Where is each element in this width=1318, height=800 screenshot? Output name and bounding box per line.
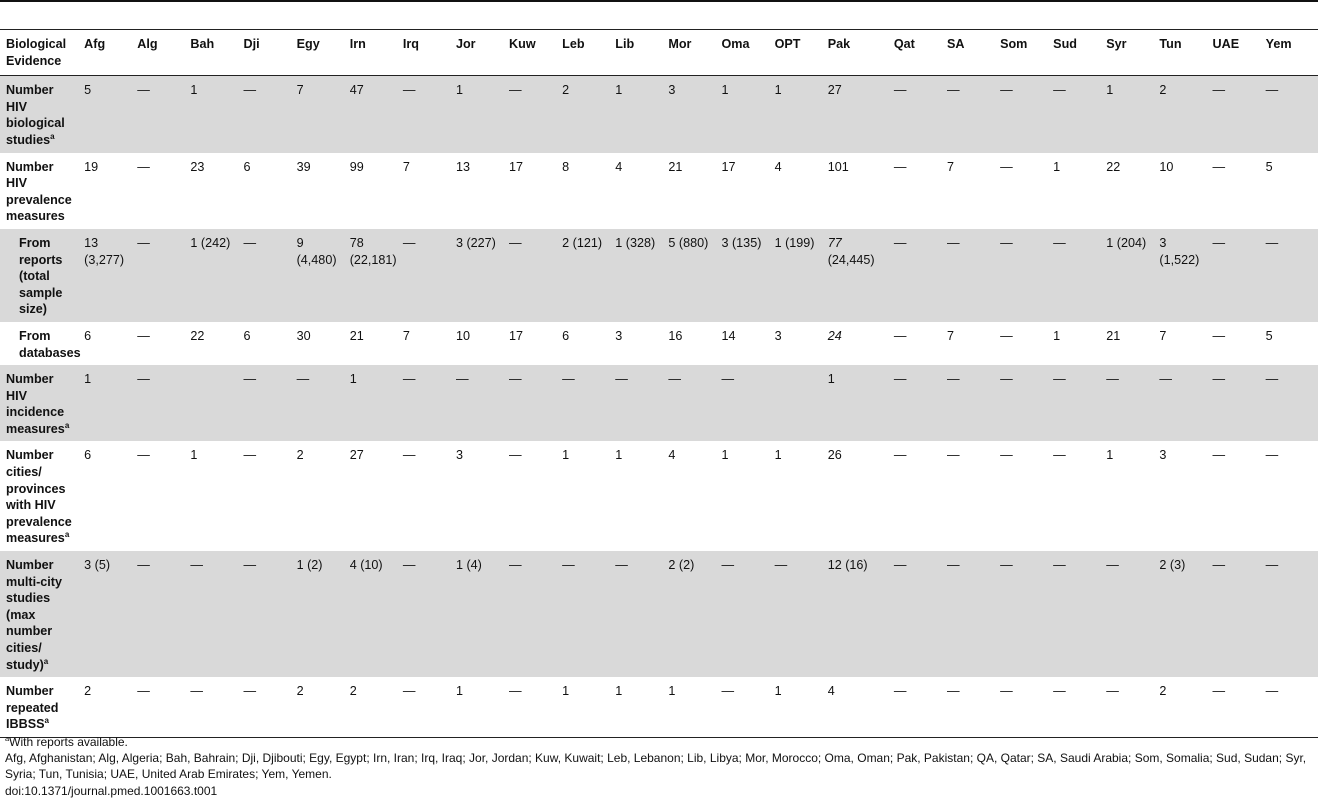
table-cell: 4 bbox=[615, 159, 623, 174]
table-cell: 3 (1,522) bbox=[1153, 229, 1206, 322]
table-cell: 5 bbox=[1265, 159, 1273, 174]
table-cell: 1 bbox=[822, 365, 888, 441]
table-cell: — bbox=[893, 159, 907, 174]
table-cell: — bbox=[994, 551, 1047, 677]
table-cell: 1 (242) bbox=[184, 229, 237, 322]
column-header: Dji bbox=[238, 30, 291, 76]
table-cell: 2 bbox=[296, 448, 304, 463]
table-cell: — bbox=[994, 677, 1047, 737]
column-header: Yem bbox=[1260, 30, 1318, 76]
table-cell: — bbox=[1260, 365, 1318, 441]
column-header: Leb bbox=[556, 30, 609, 76]
table-cell: — bbox=[238, 365, 291, 441]
row-label-text: Number HIV biological studies bbox=[6, 83, 65, 147]
table-cell: — bbox=[402, 448, 416, 463]
table-cell: 1 (328) bbox=[609, 229, 662, 322]
row-label-text: Number HIV incidence measures bbox=[6, 372, 65, 436]
table-cell: — bbox=[609, 551, 662, 677]
table-row bbox=[0, 322, 1318, 365]
table-cell: 39 bbox=[296, 159, 311, 174]
table-cell: — bbox=[1265, 448, 1279, 463]
table-cell: 9 (4,480) bbox=[291, 229, 344, 322]
table-cell: 23 bbox=[190, 159, 205, 174]
table-cell: — bbox=[1100, 365, 1153, 441]
table-cell: — bbox=[946, 448, 960, 463]
table-cell: 7 bbox=[1159, 328, 1167, 343]
column-header: Alg bbox=[131, 30, 184, 76]
table-cell: — bbox=[1212, 448, 1226, 463]
column-header: Irq bbox=[397, 30, 450, 76]
table-cell: 24 bbox=[827, 328, 842, 343]
table-cell: — bbox=[131, 229, 184, 322]
table-cell: — bbox=[1207, 76, 1260, 153]
table-cell: — bbox=[1047, 229, 1100, 322]
table-cell: — bbox=[397, 551, 450, 677]
table-cell: — bbox=[503, 229, 556, 322]
table-cell: 78 (22,181) bbox=[344, 229, 397, 322]
table-cell: — bbox=[1207, 551, 1260, 677]
row-label-text: From databases bbox=[19, 328, 81, 360]
table-cell: 2 (121) bbox=[556, 229, 609, 322]
table-cell: 6 bbox=[243, 159, 251, 174]
table-cell: 101 bbox=[827, 159, 849, 174]
table-cell: 13 (3,277) bbox=[78, 229, 131, 322]
table-cell: — bbox=[131, 551, 184, 677]
table-cell: 7 bbox=[291, 76, 344, 153]
table-cell: 1 bbox=[609, 76, 662, 153]
table-cell bbox=[184, 365, 237, 441]
table-cell: — bbox=[893, 328, 907, 343]
table-cell: 2 bbox=[556, 76, 609, 153]
table-cell: 6 bbox=[562, 328, 570, 343]
row-label-text: Number HIV prevalence measures bbox=[6, 159, 72, 224]
table-cell: 19 bbox=[84, 159, 99, 174]
table-cell: 1 bbox=[190, 448, 198, 463]
row-label bbox=[0, 153, 78, 229]
table-cell: 13 bbox=[455, 159, 470, 174]
table-cell: — bbox=[1100, 677, 1153, 737]
table-cell: — bbox=[1260, 229, 1318, 322]
row-label-text: Number cities/ provinces with HIV prevalence measures bbox=[6, 448, 72, 546]
table-cell: 1 bbox=[78, 365, 131, 441]
table-cell: 1 bbox=[184, 76, 237, 153]
table-cell: 21 bbox=[349, 328, 364, 343]
table-cell: — bbox=[1047, 365, 1100, 441]
table-cell: — bbox=[137, 159, 150, 174]
table-cell: — bbox=[888, 677, 941, 737]
column-header: Kuw bbox=[503, 30, 556, 76]
table-cell: — bbox=[941, 677, 994, 737]
table-cell: — bbox=[243, 448, 257, 463]
table-cell: 4 bbox=[774, 159, 782, 174]
row-label bbox=[0, 441, 78, 551]
table-cell: 17 bbox=[509, 159, 524, 174]
table-row bbox=[0, 551, 1318, 677]
table-cell: 17 bbox=[721, 159, 736, 174]
table-cell: — bbox=[137, 448, 150, 463]
table-cell: 30 bbox=[296, 328, 311, 343]
table-cell: — bbox=[397, 365, 450, 441]
table-cell: 7 bbox=[946, 159, 954, 174]
table-cell: 2 bbox=[1153, 677, 1206, 737]
column-header: Som bbox=[994, 30, 1047, 76]
column-header: Tun bbox=[1153, 30, 1206, 76]
row-label-text: Number multi-city studies (max number cities/ study) bbox=[6, 558, 62, 672]
table-cell: 21 bbox=[668, 159, 683, 174]
table-cell: 1 bbox=[715, 76, 768, 153]
row-label bbox=[0, 322, 81, 365]
table-cell: 4 bbox=[668, 448, 676, 463]
table-row bbox=[0, 76, 1318, 153]
column-header: OPT bbox=[769, 30, 822, 76]
table-cell: — bbox=[238, 76, 291, 153]
column-header: Syr bbox=[1100, 30, 1153, 76]
row-label bbox=[0, 551, 78, 677]
table-cell: — bbox=[1100, 551, 1153, 677]
table-cell: — bbox=[941, 551, 994, 677]
table-cell: 6 bbox=[84, 328, 92, 343]
table-cell: — bbox=[888, 76, 941, 153]
table-cell: 7 bbox=[946, 328, 954, 343]
table-cell: 2 bbox=[291, 677, 344, 737]
table-cell: 6 bbox=[84, 448, 92, 463]
column-header: Lib bbox=[609, 30, 662, 76]
column-header: Oma bbox=[715, 30, 768, 76]
column-header: Bah bbox=[184, 30, 237, 76]
table-cell: 5 (880) bbox=[662, 229, 715, 322]
table-cell: — bbox=[509, 448, 522, 463]
row-label-text: Number repeated IBBSS bbox=[6, 684, 59, 732]
column-header: Egy bbox=[291, 30, 344, 76]
table-cell: 26 bbox=[827, 448, 842, 463]
column-header: Irn bbox=[344, 30, 397, 76]
table-cell: — bbox=[1000, 159, 1013, 174]
table-cell: 1 bbox=[721, 448, 729, 463]
table-cell: 77 (24,445) bbox=[822, 229, 888, 322]
table-cell: 10 bbox=[1159, 159, 1174, 174]
table-cell: — bbox=[184, 551, 237, 677]
table-cell: — bbox=[941, 229, 994, 322]
table-cell: 12 (16) bbox=[822, 551, 888, 677]
row-label bbox=[0, 365, 78, 441]
table-cell: 27 bbox=[822, 76, 888, 153]
table-cell: 1 (199) bbox=[769, 229, 822, 322]
table-row bbox=[0, 677, 1318, 737]
table-cell bbox=[769, 365, 822, 441]
table-cell: — bbox=[556, 365, 609, 441]
table-cell: — bbox=[397, 76, 450, 153]
column-header: Qat bbox=[888, 30, 941, 76]
table-cell: 47 bbox=[344, 76, 397, 153]
column-header: Afg bbox=[78, 30, 131, 76]
table-cell: 1 bbox=[562, 448, 570, 463]
table-cell: — bbox=[1260, 677, 1318, 737]
table-cell: 3 bbox=[1159, 448, 1167, 463]
table-cell: 14 bbox=[721, 328, 736, 343]
table-cell: — bbox=[1047, 76, 1100, 153]
table-cell: — bbox=[662, 365, 715, 441]
table-cell: 3 (135) bbox=[715, 229, 768, 322]
table-cell: — bbox=[503, 551, 556, 677]
table-cell: 99 bbox=[349, 159, 364, 174]
table-row bbox=[0, 441, 1318, 551]
table-row bbox=[0, 229, 1318, 322]
footnote-text: With reports available. bbox=[9, 735, 128, 749]
column-header: Pak bbox=[822, 30, 888, 76]
table-cell: — bbox=[1260, 76, 1318, 153]
table-cell: 1 bbox=[769, 677, 822, 737]
row-label bbox=[0, 677, 78, 737]
table-cell: 1 bbox=[615, 448, 623, 463]
table-cell: 1 bbox=[662, 677, 715, 737]
table-cell: 2 bbox=[344, 677, 397, 737]
row-label-footnote-mark: a bbox=[44, 716, 49, 726]
column-header: Jor bbox=[450, 30, 503, 76]
table-cell: — bbox=[994, 229, 1047, 322]
abbreviations-note: Afg, Afghanistan; Alg, Algeria; Bah, Bahrain; Dji, Djibouti; Egy, Egypt; Irn, Iran; Irq, Iraq; Jor, Jordan; Kuw, Kuwait; Leb, Lebanon; Lib, Libya; Mor, Morocco; Oma, Oman; Pak, Pakistan; QA, Qatar; SA, Saudi Arabia; Som, Somalia; Sud, Sudan; Syr, Syria; Tun, Tunisia; UAE, United Arab Emirates; Yem, Yemen. bbox=[5, 751, 1307, 782]
table-cell: 5 bbox=[1265, 328, 1273, 343]
table-cell: — bbox=[1207, 365, 1260, 441]
table-cell: 8 bbox=[562, 159, 570, 174]
table-cell: 3 (5) bbox=[78, 551, 131, 677]
table-cell: 22 bbox=[1106, 159, 1121, 174]
table-cell: — bbox=[556, 551, 609, 677]
table-cell: 3 bbox=[455, 448, 463, 463]
table-cell: — bbox=[397, 229, 450, 322]
table-cell: — bbox=[1212, 159, 1226, 174]
table-cell: — bbox=[1207, 229, 1260, 322]
table-cell: — bbox=[238, 551, 291, 677]
table-cell: 1 bbox=[1100, 76, 1153, 153]
table-cell: — bbox=[609, 365, 662, 441]
table-cell: 2 bbox=[1153, 76, 1206, 153]
top-rule bbox=[0, 0, 1318, 2]
table-cell: — bbox=[131, 677, 184, 737]
table-cell: — bbox=[131, 365, 184, 441]
table-row bbox=[0, 365, 1318, 441]
table-container bbox=[0, 29, 1318, 738]
table-cell: 1 bbox=[556, 677, 609, 737]
table-cell: 7 bbox=[402, 328, 410, 343]
table-cell: — bbox=[503, 365, 556, 441]
table-cell: 16 bbox=[668, 328, 683, 343]
table-cell: — bbox=[941, 76, 994, 153]
column-header: SA bbox=[941, 30, 994, 76]
table-cell: — bbox=[1260, 551, 1318, 677]
table-cell: — bbox=[238, 677, 291, 737]
table-cell: 2 (2) bbox=[662, 551, 715, 677]
table-cell: — bbox=[238, 229, 291, 322]
table-cell: — bbox=[715, 551, 768, 677]
table-cell: 10 bbox=[455, 328, 470, 343]
table-cell: — bbox=[137, 328, 150, 343]
table-cell: 4 bbox=[822, 677, 888, 737]
table-cell: 6 bbox=[243, 328, 251, 343]
table-cell: — bbox=[715, 677, 768, 737]
table-cell: 1 bbox=[1053, 328, 1061, 343]
row-label bbox=[0, 229, 78, 322]
table-cell: 21 bbox=[1106, 328, 1121, 343]
table-cell: 7 bbox=[402, 159, 410, 174]
table-cell: — bbox=[1212, 328, 1226, 343]
table-cell: — bbox=[888, 551, 941, 677]
column-header: UAE bbox=[1207, 30, 1260, 76]
table-cell: — bbox=[184, 677, 237, 737]
table-cell: — bbox=[131, 76, 184, 153]
row-label bbox=[0, 76, 78, 153]
row-label-text: From reports (total sample size) bbox=[19, 235, 63, 317]
table-cell: — bbox=[1053, 448, 1066, 463]
table-cell: — bbox=[941, 365, 994, 441]
table-cell: — bbox=[291, 365, 344, 441]
table-cell: 5 bbox=[78, 76, 131, 153]
table-cell: 1 bbox=[1053, 159, 1061, 174]
column-header: Mor bbox=[662, 30, 715, 76]
table-cell: 4 (10) bbox=[344, 551, 397, 677]
table-cell: 3 bbox=[774, 328, 782, 343]
table-cell: — bbox=[1047, 551, 1100, 677]
table-cell: 1 bbox=[769, 76, 822, 153]
table-cell: 17 bbox=[509, 328, 524, 343]
table-cell: 1 bbox=[1106, 448, 1114, 463]
table-cell: 3 bbox=[662, 76, 715, 153]
table-cell: — bbox=[1000, 328, 1013, 343]
table-cell: 2 (3) bbox=[1153, 551, 1206, 677]
table-cell: — bbox=[893, 448, 907, 463]
table-cell: — bbox=[450, 365, 503, 441]
table-cell: — bbox=[769, 551, 822, 677]
table-cell: — bbox=[1207, 677, 1260, 737]
footnote-mark: a bbox=[5, 734, 10, 743]
table-cell: 27 bbox=[349, 448, 364, 463]
row-label-footnote-mark: a bbox=[64, 420, 70, 430]
doi-note: doi:10.1371/journal.pmed.1001663.t001 bbox=[5, 783, 218, 798]
row-label-footnote-mark: a bbox=[50, 131, 55, 141]
table-cell: — bbox=[1153, 365, 1206, 441]
header-row bbox=[0, 30, 1318, 76]
table-cell: 1 bbox=[450, 76, 503, 153]
table-footnotes bbox=[5, 734, 1315, 799]
table-cell: — bbox=[888, 365, 941, 441]
table-cell: 3 bbox=[615, 328, 623, 343]
table-cell: 1 bbox=[774, 448, 782, 463]
table-cell: 1 bbox=[344, 365, 397, 441]
row-label-footnote-mark: a bbox=[43, 656, 49, 666]
table-row bbox=[0, 153, 1318, 229]
footnote-a bbox=[5, 734, 1315, 750]
table-cell: 1 bbox=[450, 677, 503, 737]
table-cell: 2 bbox=[78, 677, 131, 737]
table-cell: — bbox=[888, 229, 941, 322]
table-cell: 3 (227) bbox=[450, 229, 503, 322]
column-header: Sud bbox=[1047, 30, 1100, 76]
corner-header: Biological Evidence bbox=[0, 30, 78, 76]
table-cell: 1 (2) bbox=[291, 551, 344, 677]
table-cell: — bbox=[1000, 448, 1013, 463]
row-label-footnote-mark: a bbox=[64, 530, 70, 540]
table-cell: — bbox=[994, 365, 1047, 441]
biological-evidence-table bbox=[0, 30, 1318, 738]
table-cell: 1 (4) bbox=[450, 551, 503, 677]
table-cell: 1 bbox=[609, 677, 662, 737]
table-cell: 1 (204) bbox=[1100, 229, 1153, 322]
table-cell: — bbox=[715, 365, 768, 441]
table-cell: — bbox=[994, 76, 1047, 153]
table-cell: — bbox=[503, 76, 556, 153]
table-cell: — bbox=[503, 677, 556, 737]
table-cell: 22 bbox=[190, 328, 205, 343]
table-cell: — bbox=[1047, 677, 1100, 737]
table-cell: — bbox=[397, 677, 450, 737]
table-body bbox=[0, 76, 1318, 738]
